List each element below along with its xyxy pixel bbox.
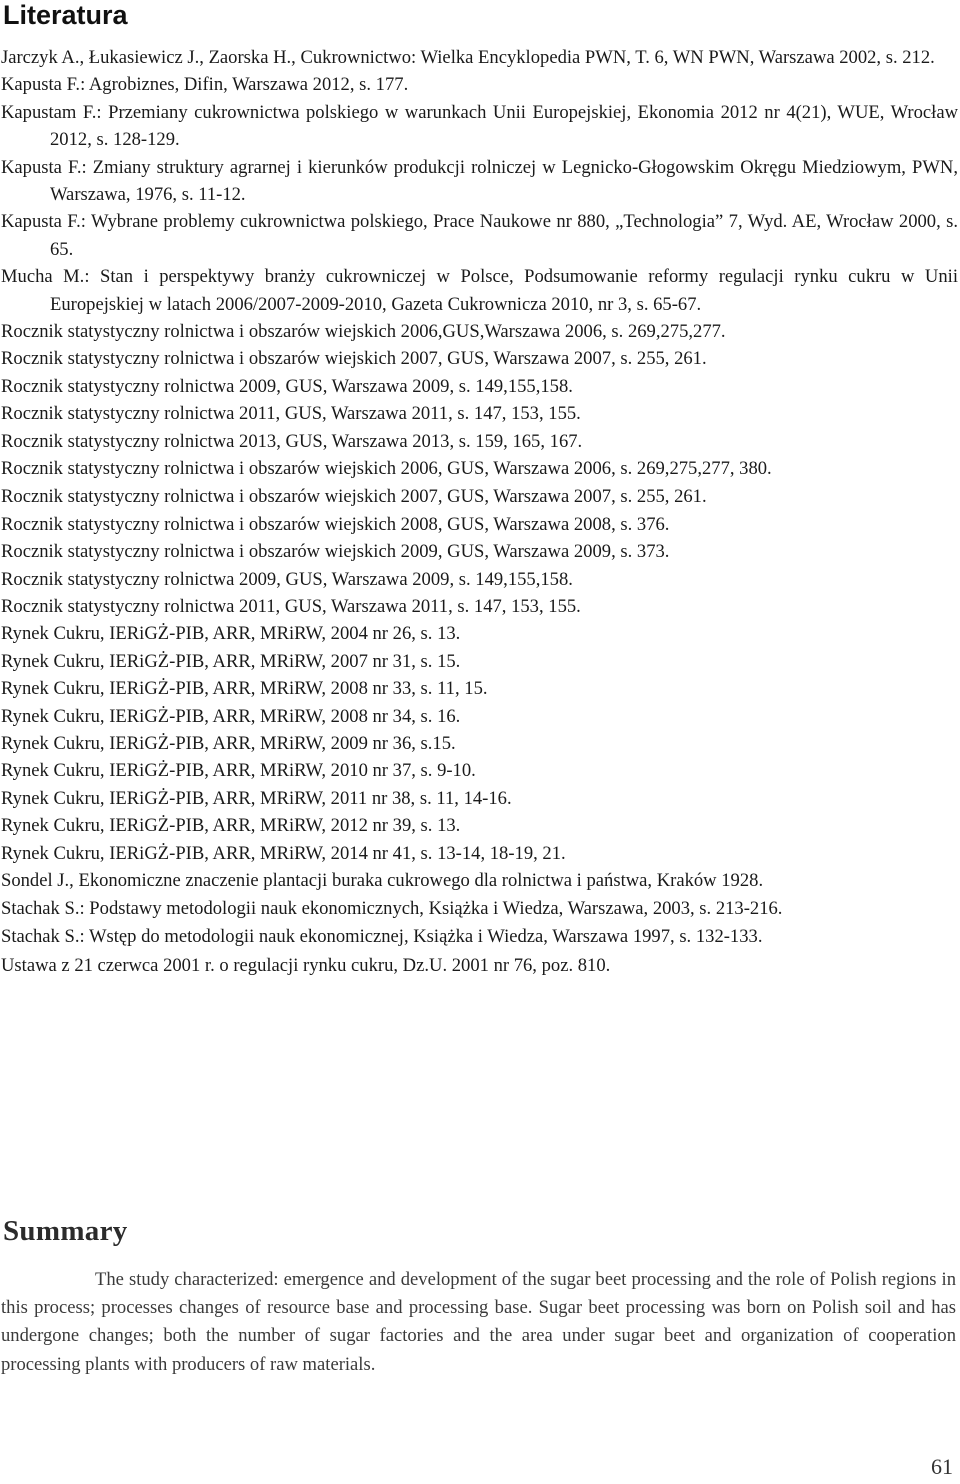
reference-item: Rocznik statystyczny rolnictwa 2011, GUS, Warszawa 2011, s. 147, 153, 155. — [1, 595, 581, 617]
reference-item: Rynek Cukru, IERiGŻ-PIB, ARR, MRiRW, 2009 nr 36, s.15. — [1, 732, 456, 754]
reference-item: Kapusta F.: Wybrane problemy cukrownictwa polskiego, Prace Naukowe nr 880, „Technologia” 7, Wyd. AE, Wrocław 2000, s. 65. — [1, 211, 958, 260]
literature-heading: Literatura — [3, 0, 128, 30]
reference-item: Rocznik statystyczny rolnictwa i obszarów wiejskich 2006,GUS,Warszawa 2006, s. 269,275,277. — [1, 321, 726, 343]
reference-item: Mucha M.: Stan i perspektywy branży cukrowniczej w Polsce, Podsumowanie reformy regulacji rynku cukru w Unii Europejskiej w latach 2006/2007-2009-2010, Gazeta Cukrownicza 2010, nr 3, s. 65-67. — [1, 266, 958, 315]
reference-item: Rocznik statystyczny rolnictwa 2013, GUS, Warszawa 2013, s. 159, 165, 167. — [1, 430, 583, 452]
reference-item: Ustawa z 21 czerwca 2001 r. o regulacji rynku cukru, Dz.U. 2001 nr 76, poz. 810. — [1, 954, 611, 976]
reference-item: Rocznik statystyczny rolnictwa 2009, GUS, Warszawa 2009, s. 149,155,158. — [1, 568, 573, 590]
reference-item: Rynek Cukru, IERiGŻ-PIB, ARR, MRiRW, 2008 nr 33, s. 11, 15. — [1, 678, 488, 700]
reference-item: Rynek Cukru, IERiGŻ-PIB, ARR, MRiRW, 2007 nr 31, s. 15. — [1, 650, 461, 672]
reference-item: Stachak S.: Podstawy metodologii nauk ekonomicznych, Książka i Wiedza, Warszawa, 2003, s. 213-216. — [1, 898, 783, 920]
reference-item: Kapusta F.: Zmiany struktury agrarnej i kierunków produkcji rolniczej w Legnicko-Głogowskim Okręgu Miedziowym, PWN, Warszawa, 1976, s. 11-12. — [1, 156, 958, 206]
reference-item: Stachak S.: Wstęp do metodologii nauk ekonomicznej, Książka i Wiedza, Warszawa 1997, s. 132-133. — [1, 926, 763, 948]
reference-item: Rocznik statystyczny rolnictwa i obszarów wiejskich 2009, GUS, Warszawa 2009, s. 373. — [1, 541, 670, 563]
reference-item: Rocznik statystyczny rolnictwa i obszarów wiejskich 2007, GUS, Warszawa 2007, s. 255, 261. — [1, 485, 707, 507]
summary-heading: Summary — [3, 1215, 128, 1247]
reference-item: Rocznik statystyczny rolnictwa i obszarów wiejskich 2008, GUS, Warszawa 2008, s. 376. — [1, 513, 670, 535]
reference-item: Rocznik statystyczny rolnictwa 2011, GUS, Warszawa 2011, s. 147, 153, 155. — [1, 403, 581, 425]
reference-item: Rynek Cukru, IERiGŻ-PIB, ARR, MRiRW, 2008 nr 34, s. 16. — [1, 705, 461, 727]
reference-item: Rocznik statystyczny rolnictwa i obszarów wiejskich 2007, GUS, Warszawa 2007, s. 255, 261. — [1, 348, 707, 370]
reference-item: Sondel J., Ekonomiczne znaczenie plantacji buraka cukrowego dla rolnictwa i państwa, Kraków 1928. — [1, 869, 764, 891]
summary-paragraph: The study characterized: emergence and development of the sugar beet processing and the role of Polish regions in this process; processes changes of resource base and processing base. Sugar beet processing was born on Polish soil and has undergone changes; both the number of sugar factories and the area under sugar beet and organization of cooperation processing plants with producers of raw materials. — [1, 1269, 956, 1375]
reference-item: Jarczyk A., Łukasiewicz J., Zaorska H., Cukrownictwo: Wielka Encyklopedia PWN, T. 6, WN PWN, Warszawa 2002, s. 212. — [1, 47, 935, 68]
reference-item: Rynek Cukru, IERiGŻ-PIB, ARR, MRiRW, 2004 nr 26, s. 13. — [1, 623, 461, 645]
reference-item: Rocznik statystyczny rolnictwa 2009, GUS, Warszawa 2009, s. 149,155,158. — [1, 375, 573, 397]
reference-item: Rocznik statystyczny rolnictwa i obszarów wiejskich 2006, GUS, Warszawa 2006, s. 269,275,277, 380. — [1, 458, 772, 480]
page-number: 61 — [931, 1454, 953, 1479]
reference-item: Rynek Cukru, IERiGŻ-PIB, ARR, MRiRW, 2010 nr 37, s. 9-10. — [1, 760, 476, 782]
reference-item: Rynek Cukru, IERiGŻ-PIB, ARR, MRiRW, 2014 nr 41, s. 13-14, 18-19, 21. — [1, 842, 566, 864]
reference-item: Kapustam F.: Przemiany cukrownictwa polskiego w warunkach Unii Europejskiej, Ekonomia 2012 nr 4(21), WUE, Wrocław 2012, s. 128-129. — [1, 101, 958, 151]
reference-list — [0, 44, 960, 980]
reference-item: Rynek Cukru, IERiGŻ-PIB, ARR, MRiRW, 2012 nr 39, s. 13. — [1, 815, 461, 837]
reference-item: Rynek Cukru, IERiGŻ-PIB, ARR, MRiRW, 2011 nr 38, s. 11, 14-16. — [1, 787, 512, 809]
reference-item: Kapusta F.: Agrobiznes, Difin, Warszawa 2012, s. 177. — [1, 74, 409, 96]
